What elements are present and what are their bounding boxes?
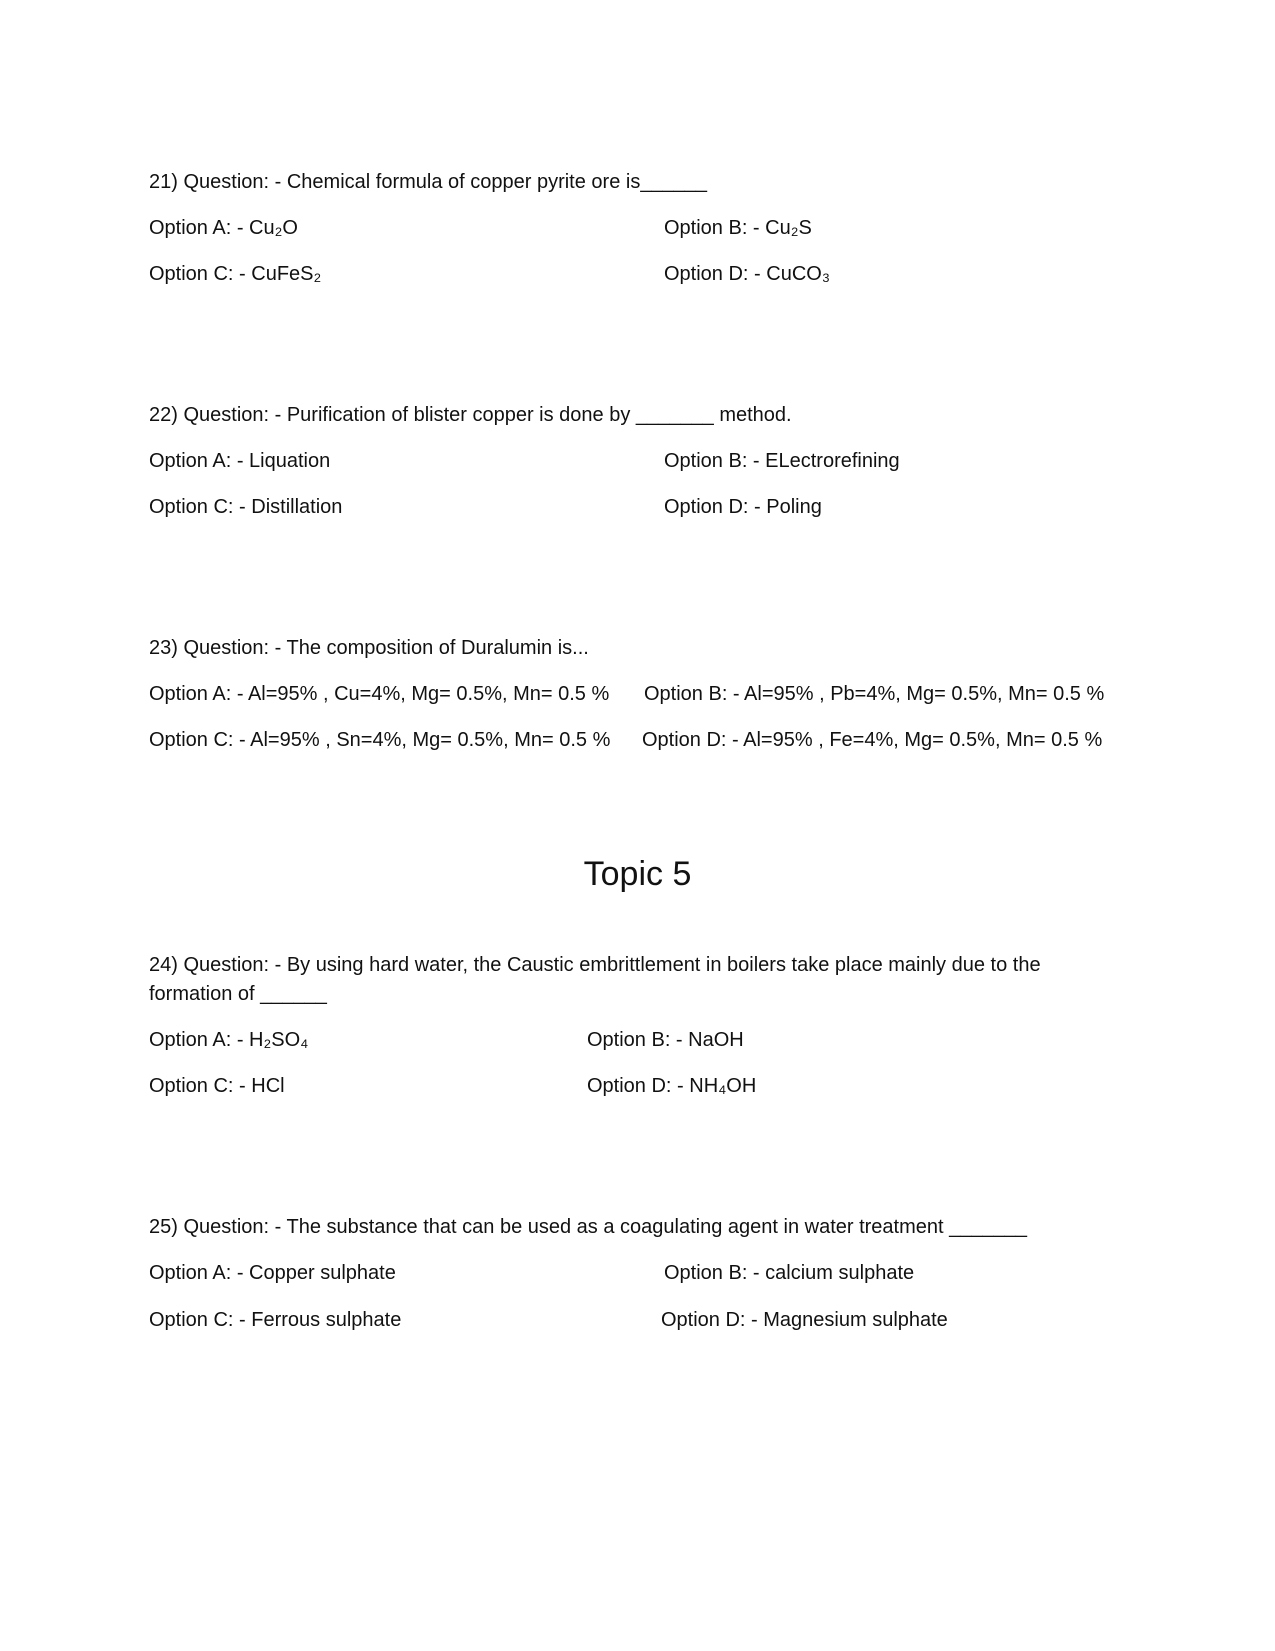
question-24-option-a: Option A: - H₂SO₄: [149, 1029, 309, 1051]
question-22-option-b: Option B: - ELectrorefining: [664, 450, 900, 472]
question-23-text: 23) Question: - The composition of Duralumin is...: [149, 637, 589, 659]
question-21-option-c: Option C: - CuFeS₂: [149, 263, 322, 285]
question-22-option-d: Option D: - Poling: [664, 496, 822, 518]
question-24-option-c: Option C: - HCl: [149, 1075, 285, 1097]
question-25-option-b: Option B: - calcium sulphate: [664, 1262, 915, 1284]
question-23-option-a: Option A: - Al=95% , Cu=4%, Mg= 0.5%, Mn= 0.5 %: [149, 683, 610, 705]
topic-heading: Topic 5: [583, 855, 692, 893]
question-24-text-line2: formation of ______: [149, 983, 327, 1005]
question-22-text: 22) Question: - Purification of blister copper is done by _______ method.: [149, 404, 792, 426]
question-21-option-b: Option B: - Cu₂S: [664, 217, 812, 239]
question-22-option-c: Option C: - Distillation: [149, 496, 343, 518]
question-25-option-a: Option A: - Copper sulphate: [149, 1262, 396, 1284]
question-21-option-d: Option D: - CuCO₃: [664, 263, 830, 285]
question-23-option-d: Option D: - Al=95% , Fe=4%, Mg= 0.5%, Mn= 0.5 %: [642, 729, 1103, 751]
question-24-text-line1: 24) Question: - By using hard water, the Caustic embrittlement in boilers take place mainly due to the: [149, 954, 1041, 976]
question-23-option-b: Option B: - Al=95% , Pb=4%, Mg= 0.5%, Mn= 0.5 %: [644, 683, 1105, 705]
question-24-option-b: Option B: - NaOH: [587, 1029, 744, 1051]
question-24-option-d: Option D: - NH₄OH: [587, 1075, 757, 1097]
question-25-option-c: Option C: - Ferrous sulphate: [149, 1309, 402, 1331]
question-21-option-a: Option A: - Cu₂O: [149, 217, 298, 239]
question-25-text: 25) Question: - The substance that can be used as a coagulating agent in water treatment _______: [149, 1216, 1027, 1238]
question-21-text: 21) Question: - Chemical formula of copper pyrite ore is______: [149, 171, 708, 193]
question-23-option-c: Option C: - Al=95% , Sn=4%, Mg= 0.5%, Mn= 0.5 %: [149, 729, 611, 751]
question-22-option-a: Option A: - Liquation: [149, 450, 331, 472]
question-25-option-d: Option D: - Magnesium sulphate: [661, 1309, 948, 1331]
